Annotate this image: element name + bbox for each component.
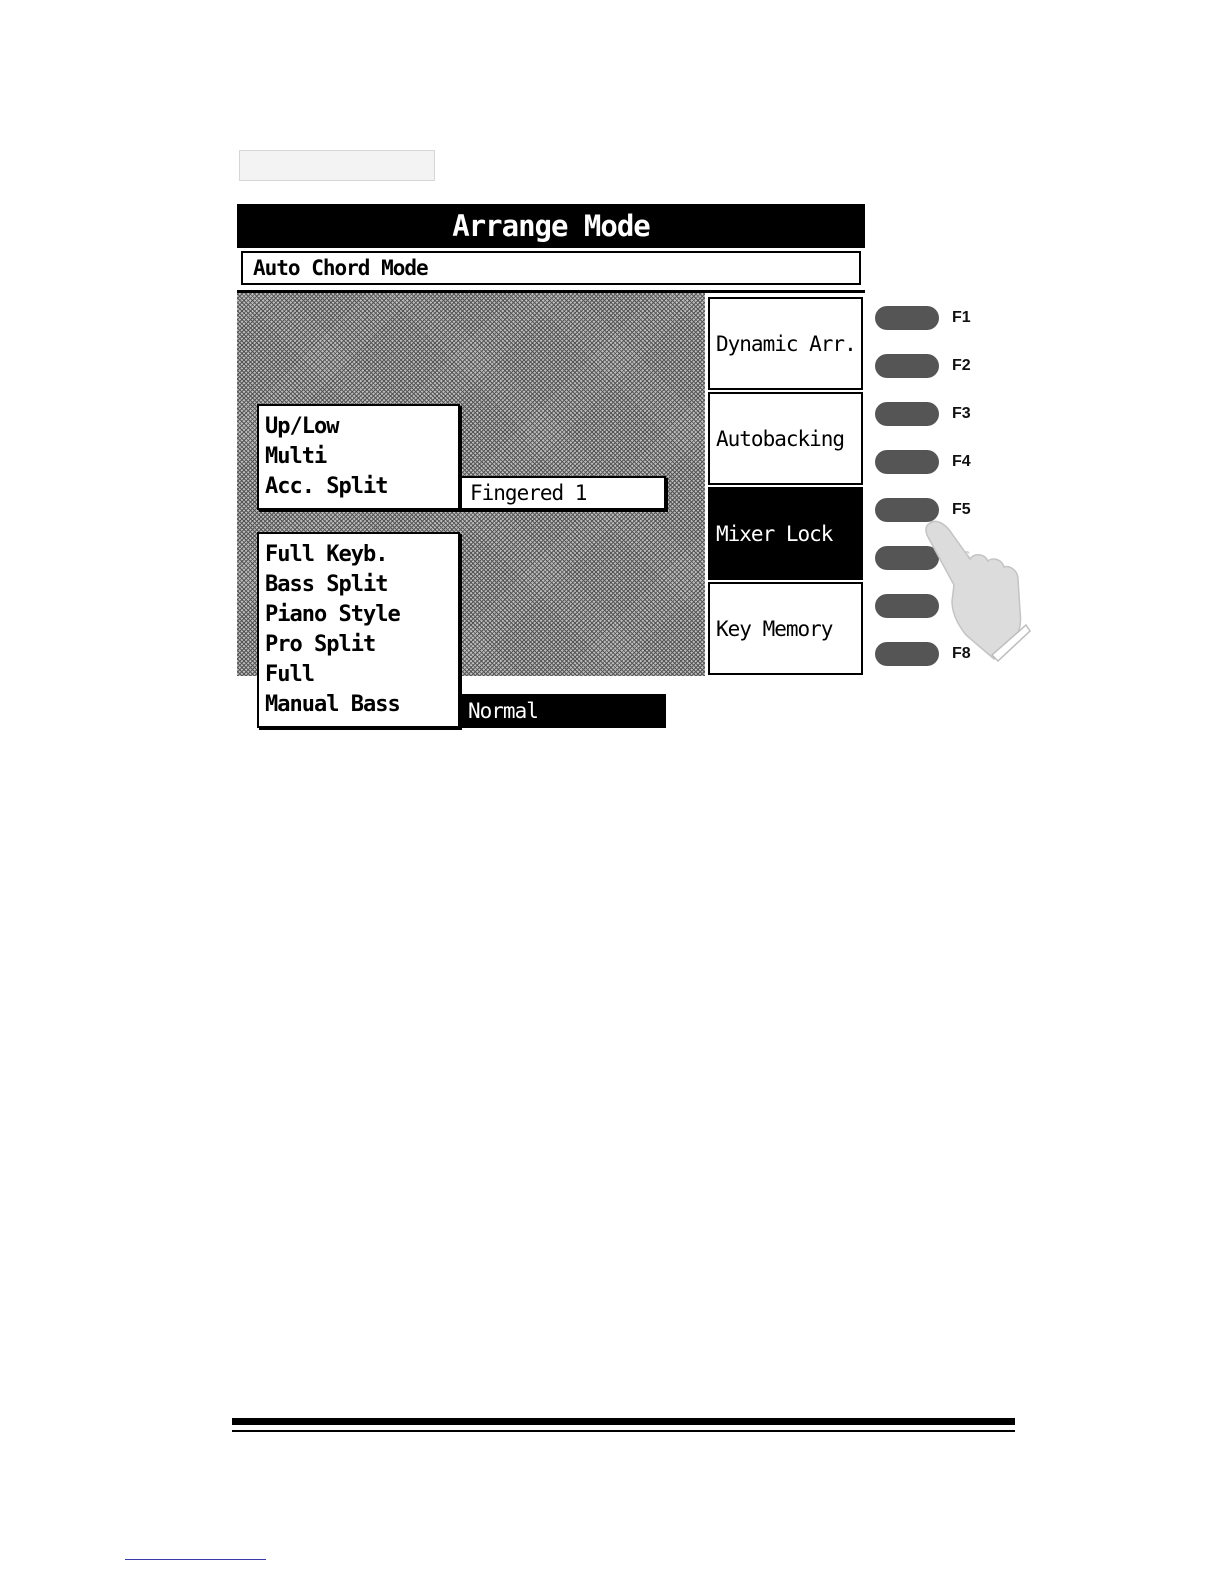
list-item[interactable]: Acc. Split bbox=[265, 474, 388, 499]
f8-label: F8 bbox=[952, 645, 971, 662]
split-mode-value[interactable]: Fingered 1 bbox=[460, 476, 666, 510]
f2-button[interactable] bbox=[875, 354, 939, 378]
keyboard-mode-list[interactable] bbox=[257, 532, 460, 728]
f5-label: F5 bbox=[952, 501, 971, 518]
keyboard-mode-value[interactable]: Normal bbox=[460, 694, 666, 728]
parameter-area bbox=[237, 293, 707, 723]
list-item[interactable]: Full bbox=[265, 662, 314, 687]
footer-link-underline bbox=[125, 1559, 266, 1560]
page-footer-rule-thin bbox=[232, 1430, 1015, 1432]
f4-label: F4 bbox=[952, 453, 971, 470]
list-item[interactable]: Piano Style bbox=[265, 602, 400, 627]
list-item[interactable]: Up/Low bbox=[265, 414, 339, 439]
page-title: Arrange Mode bbox=[237, 204, 865, 248]
softkey-autobacking[interactable]: Autobacking bbox=[708, 392, 863, 485]
lcd-display bbox=[237, 204, 865, 723]
f2-label: F2 bbox=[952, 357, 971, 374]
page-footer-rule bbox=[232, 1418, 1015, 1425]
f1-label: F1 bbox=[952, 309, 971, 326]
softkey-column bbox=[705, 293, 865, 676]
f4-button[interactable] bbox=[875, 450, 939, 474]
f1-button[interactable] bbox=[875, 306, 939, 330]
list-item[interactable]: Full Keyb. bbox=[265, 542, 388, 567]
list-item[interactable]: Multi bbox=[265, 444, 327, 469]
list-item[interactable]: Manual Bass bbox=[265, 692, 400, 717]
header-tab-placeholder bbox=[239, 150, 435, 181]
list-item[interactable]: Pro Split bbox=[265, 632, 376, 657]
softkey-key-memory[interactable]: Key Memory bbox=[708, 582, 863, 675]
softkey-mixer-lock[interactable]: Mixer Lock bbox=[708, 487, 863, 580]
f3-button[interactable] bbox=[875, 402, 939, 426]
softkey-dynamic-arr[interactable]: Dynamic Arr. bbox=[708, 297, 863, 390]
pointing-hand-icon bbox=[922, 515, 1032, 665]
list-item[interactable]: Bass Split bbox=[265, 572, 388, 597]
page-subtitle: Auto Chord Mode bbox=[241, 251, 861, 285]
split-mode-list[interactable] bbox=[257, 404, 460, 510]
f3-label: F3 bbox=[952, 405, 971, 422]
